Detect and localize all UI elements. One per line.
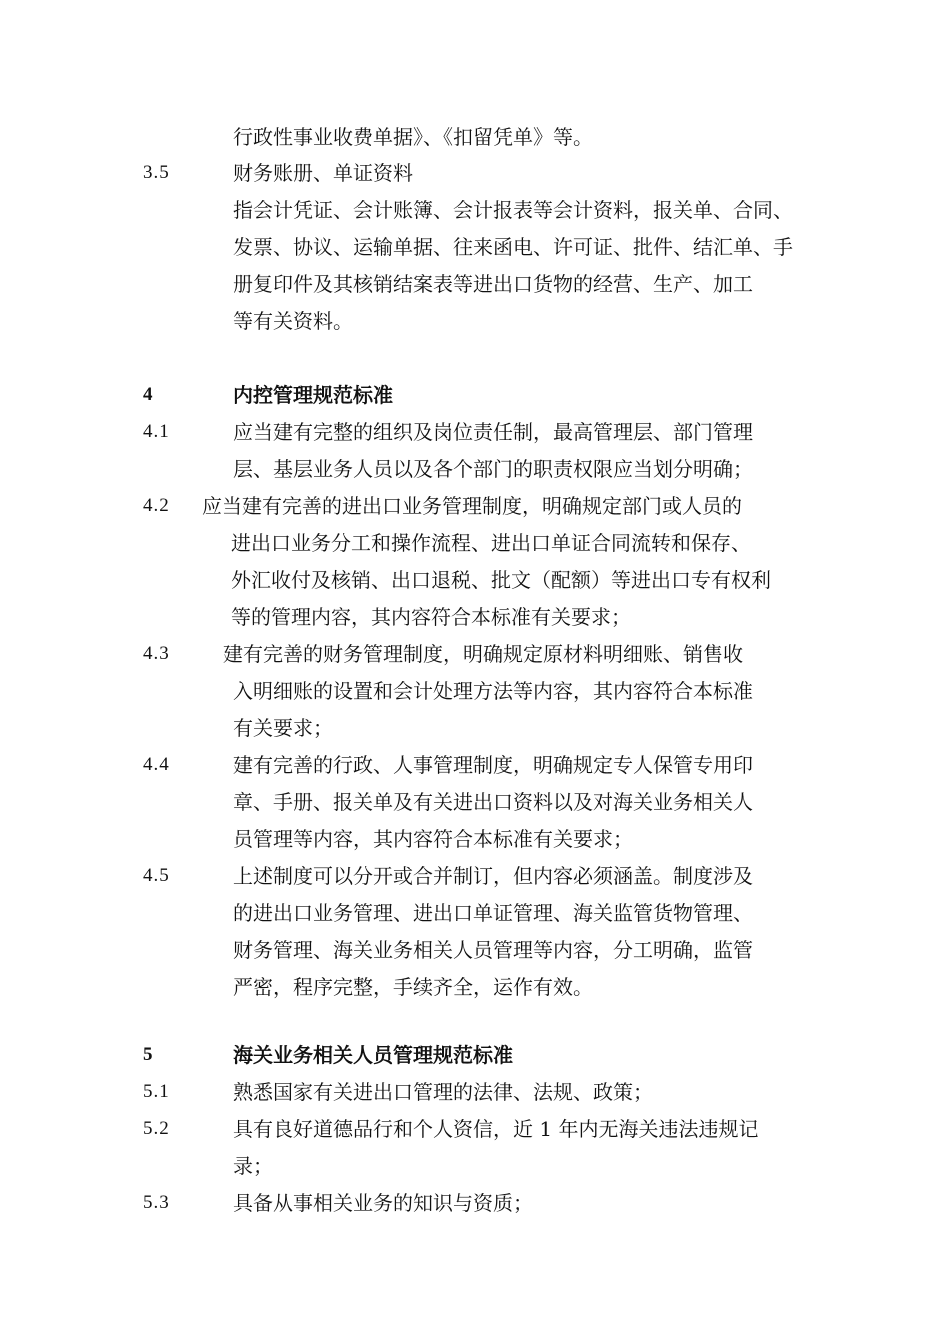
section-number-5: 5 (143, 1044, 154, 1065)
section-heading-5: 海关业务相关人员管理规范标准 (233, 1043, 513, 1067)
item-line: 入明细账的设置和会计处理方法等内容，其内容符合本标准 (233, 679, 753, 703)
item-line: 严密，程序完整，手续齐全，运作有效。 (233, 975, 593, 999)
item-number-5-3: 5.3 (143, 1192, 170, 1213)
paragraph-line: 册复印件及其核销结案表等进出口货物的经营、生产、加工 (233, 272, 753, 296)
item-number-5-2: 5.2 (143, 1118, 170, 1139)
item-line: 应当建有完善的进出口业务管理制度，明确规定部门或人员的 (202, 494, 742, 518)
item-line: 应当建有完整的组织及岗位责任制，最高管理层、部门管理 (233, 420, 753, 444)
item-line: 建有完善的行政、人事管理制度，明确规定专人保管专用印 (233, 753, 753, 777)
item-line: 层、基层业务人员以及各个部门的职责权限应当划分明确； (233, 457, 753, 481)
item-number-4-2: 4.2 (143, 495, 170, 516)
section-number-3-5: 3.5 (143, 162, 170, 183)
item-number-4-4: 4.4 (143, 754, 170, 775)
section-number-4: 4 (143, 384, 154, 405)
item-line: 章、手册、报关单及有关进出口资料以及对海关业务相关人 (233, 790, 753, 814)
item-number-4-5: 4.5 (143, 865, 170, 886)
item-line: 具有良好道德品行和个人资信，近 1 年内无海关违法违规记 (233, 1117, 759, 1141)
item-number-4-1: 4.1 (143, 421, 170, 442)
item-line: 录； (233, 1154, 273, 1178)
section-heading-4: 内控管理规范标准 (233, 383, 393, 407)
paragraph-line: 指会计凭证、会计账簿、会计报表等会计资料，报关单、合同、 (233, 198, 793, 222)
item-line: 建有完善的财务管理制度，明确规定原材料明细账、销售收 (223, 642, 743, 666)
item-line: 财务管理、海关业务相关人员管理等内容，分工明确，监管 (233, 938, 753, 962)
item-line: 上述制度可以分开或合并制订，但内容必须涵盖。制度涉及 (233, 864, 753, 888)
item-line: 熟悉国家有关进出口管理的法律、法规、政策； (233, 1080, 653, 1104)
paragraph-line: 发票、协议、运输单据、往来函电、许可证、批件、结汇单、手 (233, 235, 793, 259)
item-line: 进出口业务分工和操作流程、进出口单证合同流转和保存、 (231, 531, 751, 555)
item-line: 外汇收付及核销、出口退税、批文（配额）等进出口专有权利 (231, 568, 771, 592)
item-line: 有关要求； (233, 716, 333, 740)
item-line: 等的管理内容，其内容符合本标准有关要求； (231, 605, 631, 629)
item-line: 的进出口业务管理、进出口单证管理、海关监管货物管理、 (233, 901, 753, 925)
item-number-5-1: 5.1 (143, 1081, 170, 1102)
continuation-text: 行政性事业收费单据》、《扣留凭单》等。 (233, 125, 593, 149)
item-number-4-3: 4.3 (143, 643, 170, 664)
item-line: 员管理等内容，其内容符合本标准有关要求； (233, 827, 633, 851)
paragraph-line: 等有关资料。 (233, 309, 353, 333)
section-title-3-5: 财务账册、单证资料 (233, 161, 413, 185)
item-line: 具备从事相关业务的知识与资质； (233, 1191, 533, 1215)
